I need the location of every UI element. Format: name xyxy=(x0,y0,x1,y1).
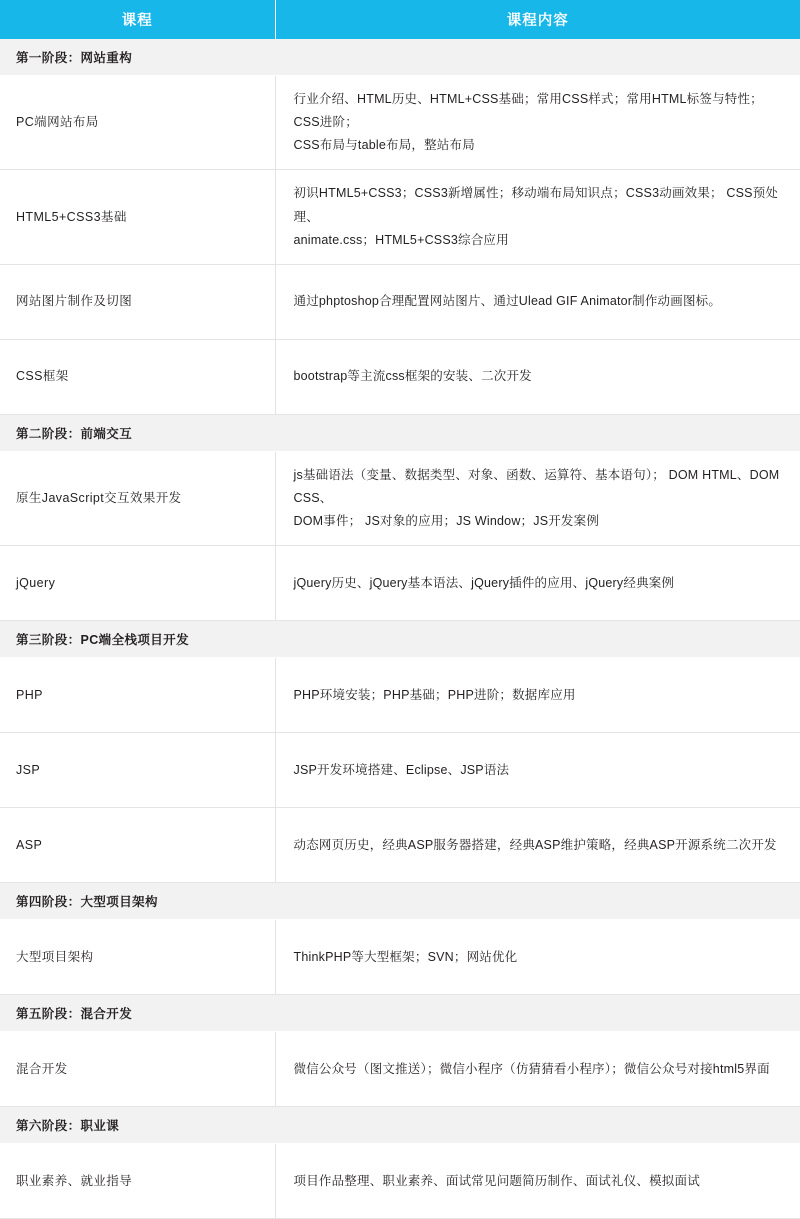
table-row xyxy=(0,170,800,264)
course-content-line: 行业介绍、HTML历史、HTML+CSS基础；常用CSS样式；常用HTML标签与特性；CSS进阶； xyxy=(293,92,763,130)
course-content-cell xyxy=(275,658,800,733)
course-name-cell: 大型项目架构 xyxy=(0,920,275,995)
course-name-cell: PC端网站布局 xyxy=(0,76,275,170)
table-row xyxy=(0,546,800,621)
table-header-row xyxy=(0,0,800,39)
column-header-course: 课程 xyxy=(0,0,275,39)
table-row xyxy=(0,264,800,339)
stage-row xyxy=(0,883,800,920)
course-content-line: 通过phptoshop合理配置网站图片、通过Ulead GIF Animator制作动画图标。 xyxy=(293,294,722,309)
stage-row xyxy=(0,1107,800,1144)
course-name-cell: 混合开发 xyxy=(0,1032,275,1107)
course-content-cell xyxy=(275,1144,800,1219)
table-row xyxy=(0,808,800,883)
stage-row xyxy=(0,39,800,76)
table-header xyxy=(0,0,800,39)
course-content-line: animate.css；HTML5+CSS3综合应用 xyxy=(293,232,509,247)
stage-label: 第六阶段：职业课 xyxy=(0,1107,800,1144)
table-row xyxy=(0,76,800,170)
course-name-cell: 网站图片制作及切图 xyxy=(0,264,275,339)
stage-row xyxy=(0,621,800,658)
stage-label: 第五阶段：混合开发 xyxy=(0,995,800,1032)
course-content-cell xyxy=(275,170,800,264)
course-name-cell: CSS框架 xyxy=(0,339,275,414)
course-name-cell: HTML5+CSS3基础 xyxy=(0,170,275,264)
stage-label: 第二阶段：前端交互 xyxy=(0,414,800,451)
course-content-line: JSP开发环境搭建、Eclipse、JSP语法 xyxy=(293,762,510,777)
course-content-line: 初识HTML5+CSS3；CSS3新增属性；移动端布局知识点；CSS3动画效果； CSS预处理、 xyxy=(293,186,779,224)
course-name-cell: JSP xyxy=(0,733,275,808)
course-content-line: js基础语法（变量、数据类型、对象、函数、运算符、基本语句）； DOM HTML、DOM CSS、 xyxy=(293,467,780,505)
course-name-cell: PHP xyxy=(0,658,275,733)
course-content-cell xyxy=(275,733,800,808)
course-content-cell xyxy=(275,1032,800,1107)
table-row xyxy=(0,920,800,995)
course-content-cell xyxy=(275,920,800,995)
course-name-cell: ASP xyxy=(0,808,275,883)
course-content-cell xyxy=(275,339,800,414)
course-content-cell xyxy=(275,76,800,170)
table-row xyxy=(0,1032,800,1107)
table-row xyxy=(0,1144,800,1219)
column-header-content: 课程内容 xyxy=(275,0,800,39)
course-content-line: 动态网页历史，经典ASP服务器搭建，经典ASP维护策略，经典ASP开源系统二次开发 xyxy=(293,837,777,852)
course-content-cell xyxy=(275,808,800,883)
table-row xyxy=(0,339,800,414)
course-content-line: bootstrap等主流css框架的安装、二次开发 xyxy=(293,369,532,384)
course-content-line: CSS布局与table布局，整站布局 xyxy=(293,138,475,153)
course-name-cell: 原生JavaScript交互效果开发 xyxy=(0,451,275,545)
course-content-cell xyxy=(275,451,800,545)
course-content-line: jQuery历史、jQuery基本语法、jQuery插件的应用、jQuery经典案例 xyxy=(293,575,675,590)
course-content-line: ThinkPHP等大型框架；SVN；网站优化 xyxy=(293,949,518,964)
stage-label: 第四阶段：大型项目架构 xyxy=(0,883,800,920)
course-name-cell: jQuery xyxy=(0,546,275,621)
stage-row xyxy=(0,414,800,451)
stage-label: 第三阶段：PC端全栈项目开发 xyxy=(0,621,800,658)
course-name-cell: 职业素养、就业指导 xyxy=(0,1144,275,1219)
course-content-line: DOM事件； JS对象的应用；JS Window；JS开发案例 xyxy=(293,514,600,528)
table-row xyxy=(0,733,800,808)
table-row xyxy=(0,451,800,545)
course-content-line: 微信公众号（图文推送）；微信小程序（仿猜猜看小程序）；微信公众号对接html5界面 xyxy=(293,1061,770,1076)
stage-label: 第一阶段：网站重构 xyxy=(0,39,800,76)
course-content-line: 项目作品整理、职业素养、面试常见问题简历制作、面试礼仪、模拟面试 xyxy=(293,1173,700,1188)
table-body xyxy=(0,39,800,1219)
course-content-cell xyxy=(275,546,800,621)
table-row xyxy=(0,658,800,733)
stage-row xyxy=(0,995,800,1032)
course-content-cell xyxy=(275,264,800,339)
course-content-line: PHP环境安装；PHP基础；PHP进阶；数据库应用 xyxy=(293,687,576,702)
